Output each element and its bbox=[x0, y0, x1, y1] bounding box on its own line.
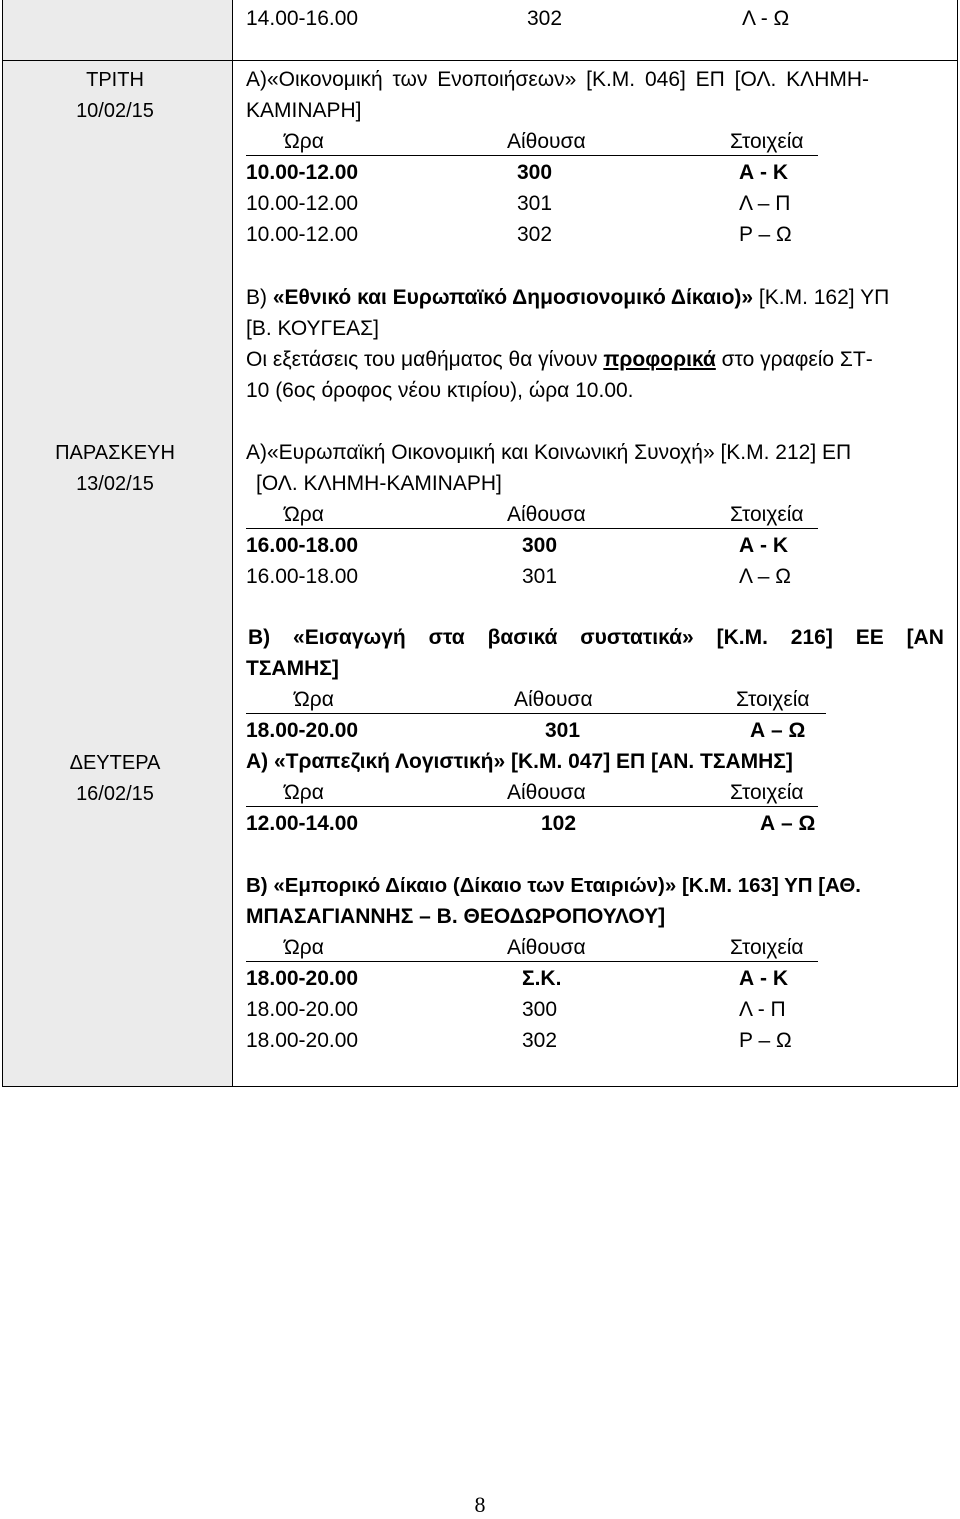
row-room: 300 bbox=[522, 998, 558, 1021]
schedule-header bbox=[246, 502, 818, 529]
row-letters: Α – Ω bbox=[760, 812, 816, 835]
word: ΕΕ bbox=[855, 626, 884, 649]
page-number: 8 bbox=[474, 1492, 486, 1517]
header-time: Ώρα bbox=[284, 503, 324, 526]
word: [ΑΝ bbox=[906, 626, 944, 649]
course-title-line2: ΤΣΑΜΗΣ] bbox=[246, 657, 339, 680]
course-title-line1: Α)«Ευρωπαϊκή Οικονομική και Κοινωνική Συνοχή» [Κ.Μ. 212] ΕΠ bbox=[246, 441, 852, 464]
row-time: 12.00-14.00 bbox=[246, 812, 359, 835]
header-room: Αίθουσα bbox=[507, 130, 586, 153]
row-time: 10.00-12.00 bbox=[246, 192, 359, 215]
day-name: ΠΑΡΑΣΚΕΥΗ bbox=[55, 442, 175, 464]
row-room: 301 bbox=[517, 192, 553, 215]
row-divider-1 bbox=[2, 60, 958, 61]
schedule-header bbox=[246, 129, 818, 156]
word: 216] bbox=[790, 626, 833, 649]
row-time: 18.00-20.00 bbox=[246, 967, 359, 990]
word: στα bbox=[428, 626, 465, 649]
row-letters: Α - Κ bbox=[739, 967, 788, 990]
table-border-left bbox=[2, 0, 3, 1087]
header-room: Αίθουσα bbox=[514, 688, 593, 711]
header-time: Ώρα bbox=[284, 130, 324, 153]
exam-note-line2: 10 (6ος όροφος νέου κτιρίου), ώρα 10.00. bbox=[246, 379, 634, 402]
note-text: στο γραφείο ΣΤ- bbox=[715, 348, 873, 371]
row-letters: Α - Κ bbox=[739, 534, 788, 557]
course-code: [Κ.Μ. 162] ΥΠ bbox=[753, 286, 890, 309]
header-room: Αίθουσα bbox=[507, 936, 586, 959]
schedule-header bbox=[246, 687, 826, 714]
course-title-line1 bbox=[246, 285, 889, 311]
row-letters: Λ - Π bbox=[739, 998, 786, 1021]
row-time: 16.00-18.00 bbox=[246, 565, 359, 588]
header-letters: Στοιχεία bbox=[730, 130, 804, 153]
word: [Κ.Μ. bbox=[716, 626, 768, 649]
course-title-line1: Α)«Οικονομική των Ενοποιήσεων» [Κ.Μ. 046] ΕΠ [ΟΛ. ΚΛΗΜΗ- bbox=[246, 68, 870, 91]
row-room: 302 bbox=[517, 223, 553, 246]
row-room: 302 bbox=[522, 1029, 558, 1052]
row-room: Σ.Κ. bbox=[522, 967, 562, 990]
header-letters: Στοιχεία bbox=[730, 936, 804, 959]
day-date: 13/02/15 bbox=[76, 473, 154, 495]
course-title-line2: [Β. ΚΟΥΓΕΑΣ] bbox=[246, 317, 379, 340]
course-title-line1: Β) «Εμπορικό Δίκαιο (Δίκαιο των Εταιριών)» [Κ.Μ. 163] ΥΠ [ΑΘ. bbox=[246, 874, 861, 897]
row-letters: Λ – Π bbox=[739, 192, 791, 215]
header-letters: Στοιχεία bbox=[736, 688, 810, 711]
course-title-line2: ΜΠΑΣΑΓΙΑΝΝΗΣ – Β. ΘΕΟΔΩΡΟΠΟΥΛΟΥ] bbox=[246, 905, 666, 928]
note-emphasis: προφορικά bbox=[603, 348, 716, 371]
table-border-middle bbox=[232, 0, 233, 1087]
schedule-header bbox=[246, 935, 818, 962]
day-column-background bbox=[2, 0, 232, 1087]
row-time: 10.00-12.00 bbox=[246, 223, 359, 246]
course-title-line2: ΚΑΜΙΝΑΡΗ] bbox=[246, 99, 362, 122]
row-room: 301 bbox=[522, 565, 558, 588]
word: βασικά bbox=[487, 626, 558, 649]
row-room: 300 bbox=[522, 534, 558, 557]
letters-cell: Λ - Ω bbox=[742, 7, 790, 30]
row-letters: Ρ – Ω bbox=[739, 1029, 792, 1052]
header-time: Ώρα bbox=[284, 936, 324, 959]
row-time: 18.00-20.00 bbox=[246, 998, 359, 1021]
word: Β) bbox=[248, 626, 271, 649]
word: «Εισαγωγή bbox=[293, 626, 406, 649]
header-letters: Στοιχεία bbox=[730, 781, 804, 804]
course-title-line1 bbox=[248, 625, 944, 651]
row-room: 301 bbox=[545, 719, 581, 742]
course-title-line2: [ΟΛ. ΚΛΗΜΗ-ΚΑΜΙΝΑΡΗ] bbox=[256, 472, 502, 495]
header-time: Ώρα bbox=[284, 781, 324, 804]
schedule-header bbox=[246, 780, 818, 807]
day-date: 10/02/15 bbox=[76, 100, 154, 122]
day-name: ΤΡΙΤΗ bbox=[86, 69, 144, 91]
row-time: 18.00-20.00 bbox=[246, 719, 359, 742]
row-letters: Λ – Ω bbox=[739, 565, 791, 588]
header-room: Αίθουσα bbox=[507, 503, 586, 526]
exam-note-line1 bbox=[246, 347, 873, 373]
day-date: 16/02/15 bbox=[76, 783, 154, 805]
row-divider-2 bbox=[2, 1086, 958, 1087]
header-letters: Στοιχεία bbox=[730, 503, 804, 526]
header-time: Ώρα bbox=[294, 688, 334, 711]
course-title-line1: Α) «Τραπεζική Λογιστική» [Κ.Μ. 047] ΕΠ [ΑΝ. ΤΣΑΜΗΣ] bbox=[246, 750, 793, 773]
course-name: «Εθνικό και Ευρωπαϊκό Δημοσιονομικό Δίκαιο)» bbox=[272, 286, 754, 309]
row-letters: Α – Ω bbox=[750, 719, 806, 742]
note-text: Οι εξετάσεις του μαθήματος θα γίνουν bbox=[246, 348, 604, 371]
header-room: Αίθουσα bbox=[507, 781, 586, 804]
row-room: 300 bbox=[517, 161, 553, 184]
day-name: ΔΕΥΤΕΡΑ bbox=[69, 752, 161, 774]
row-letters: Ρ – Ω bbox=[739, 223, 792, 246]
course-prefix: Β) bbox=[246, 286, 273, 309]
table-border-right bbox=[957, 0, 958, 1087]
room-cell: 302 bbox=[527, 7, 563, 30]
row-letters: Α - Κ bbox=[739, 161, 788, 184]
row-time: 16.00-18.00 bbox=[246, 534, 359, 557]
row-time: 10.00-12.00 bbox=[246, 161, 359, 184]
time-cell: 14.00-16.00 bbox=[246, 7, 359, 30]
row-time: 18.00-20.00 bbox=[246, 1029, 359, 1052]
word: συστατικά» bbox=[580, 626, 694, 649]
row-room: 102 bbox=[541, 812, 577, 835]
